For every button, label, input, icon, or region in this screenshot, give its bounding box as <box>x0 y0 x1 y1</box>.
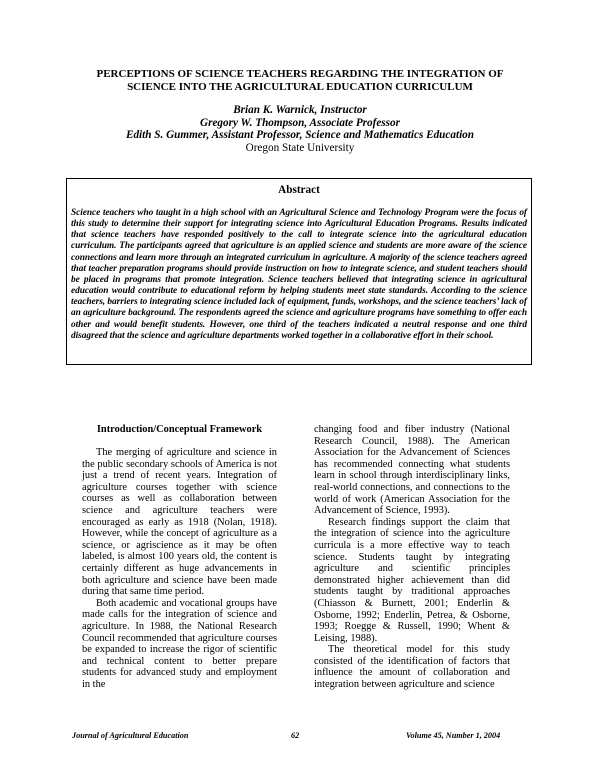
abstract-box <box>66 178 532 365</box>
author-block <box>60 104 540 154</box>
abstract-heading: Abstract <box>278 184 320 196</box>
right-column <box>314 424 510 691</box>
left-column <box>82 424 277 690</box>
abstract-text: Science teachers who taught in a high school with an Agricultural Science and Technology Program were the focus of this study to determine their support for integrating science into Agricultural Education Programs. Results indicated that science teachers have responded positively to the call to integrate science into the agricultural education curriculum. The participants agreed that agriculture is an applied science and students are more aware of the science connections and learn more through an integrated curriculum in agriculture. A majority of the science teachers agreed that teacher preparation programs should provide instruction on how to integrate science, and student teachers should be placed in programs that promote integration. Science teachers believed that integrating science in agricultural education would contribute to educational reform by helping students meet state standards. According to the science teachers, barriers to integrating science included lack of equipment, funds, workshops, and the science teachers’ lack of an agriculture background. The respondents agreed the science and agriculture programs have something to offer each other and would benefit students. However, one third of the teachers indicated a neutral response and one third disagreed that the science and agriculture departments worked together in a collaborative effort in their school. <box>71 208 527 341</box>
section-heading: Introduction/Conceptual Framework <box>96 424 263 435</box>
left-paragraph-2: Both academic and vocational groups have made calls for the integration of science and agriculture. In 1988, the National Research Council recommended that agriculture courses be expanded to increase the rigor of scientific and technical content to better prepare students for advanced study and employment in the <box>82 597 277 690</box>
footer-page-number: 62 <box>291 731 300 740</box>
paper-title <box>60 68 540 93</box>
right-paragraph-3: The theoretical model for this study consisted of the identification of factors that influence the amount of collaboration and integration between agriculture and science <box>314 644 510 691</box>
right-paragraph-2: Research findings support the claim that the integration of science into the agriculture curricula is a more effective way to teach science. Students taught by integrating agriculture and scientific principles demonstrated higher achievement than did students taught by traditional approaches (Chiasson & Burnett, 2001; Enderlin & Osborne, 1992; Enderlin, Petrea, & Osborne, 1993; Roegge & Russell, 1990; Whent & Leising, 1988). <box>314 516 510 644</box>
footer-volume: Volume 45, Number 1, 2004 <box>406 731 501 740</box>
right-paragraph-1: changing food and fiber industry (National Research Council, 1988). The American Association for the Advancement of Sciences has recommended connecting what students learn in school through interdisciplinary links, real-world connections, and connections to the world of work (American Association for the Advancement of Science, 1993). <box>314 424 510 517</box>
author-1: Brian K. Warnick, Instructor <box>233 104 367 116</box>
author-2: Gregory W. Thompson, Associate Professor <box>200 116 400 129</box>
left-paragraph-1: The merging of agriculture and science in the public secondary schools of America is not just a trend of recent years. Integration of agriculture courses together with science courses as well as collaboration between science and agriculture teachers were encouraged as early as 1918 (Nolan, 1918). However, while the concept of agriculture as a science, or agriscience as it may be often labeled, is almost 100 years old, the content is certainly different as huge advancements in both agriculture and science have been made during that same time period. <box>82 447 277 598</box>
author-3: Edith S. Gummer, Assistant Professor, Science and Mathematics Education <box>125 129 474 142</box>
title-line-2: SCIENCE INTO THE AGRICULTURAL EDUCATION CURRICULUM <box>127 80 473 93</box>
affiliation: Oregon State University <box>245 141 355 154</box>
title-line-1: PERCEPTIONS OF SCIENCE TEACHERS REGARDING THE INTEGRATION OF <box>96 68 504 80</box>
footer-journal: Journal of Agricultural Education <box>72 731 189 740</box>
